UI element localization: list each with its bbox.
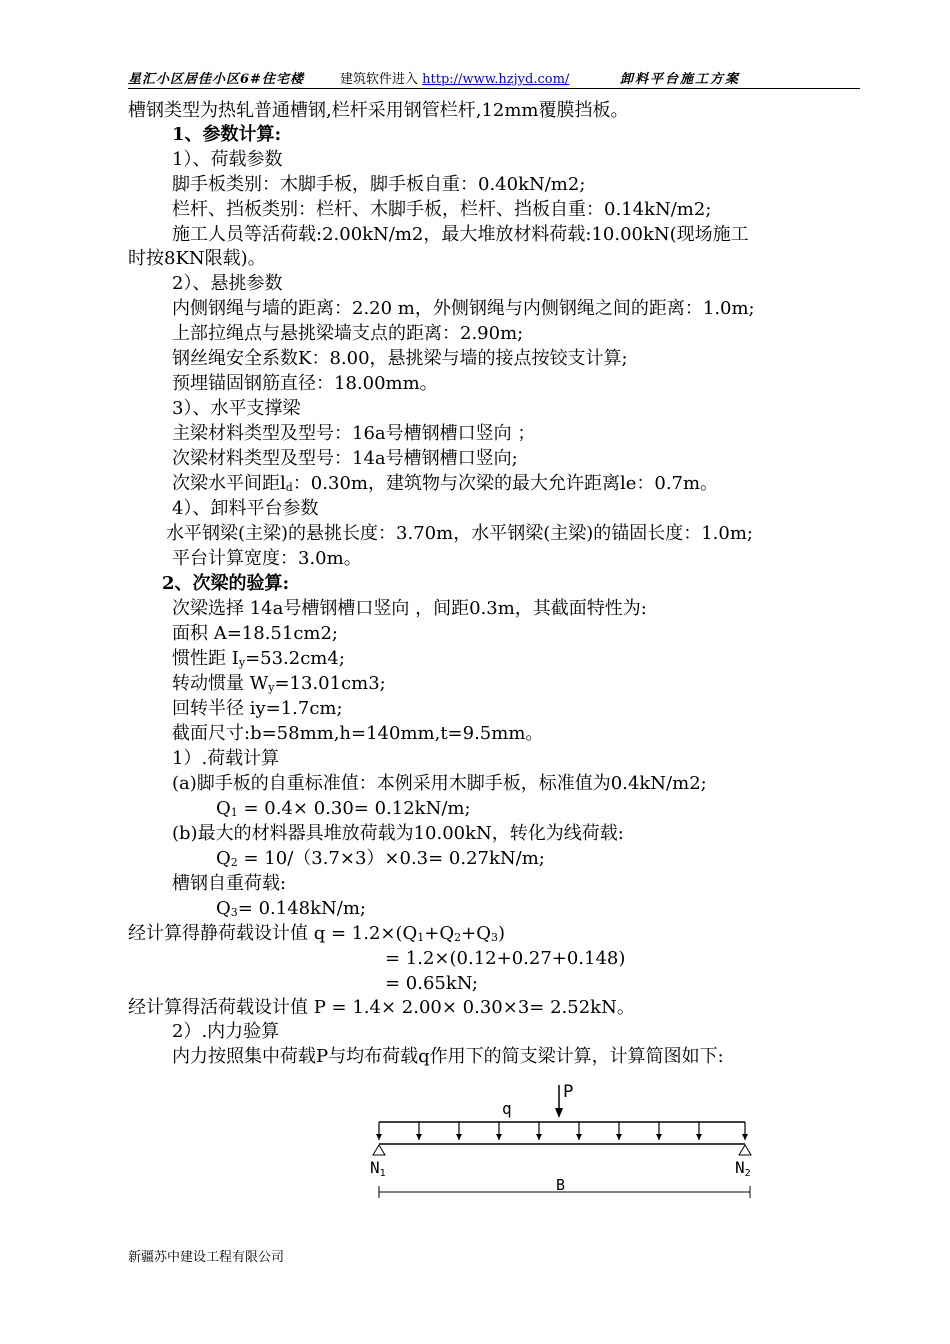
text-line: 预埋锚固钢筋直径：18.00mm。 <box>172 373 438 394</box>
subsection-heading: 1）、荷载参数 <box>172 149 283 170</box>
text-line: 钢丝绳安全系数K：8.00，悬挑梁与墙的接点按铰支计算; <box>172 348 628 369</box>
n2-label: N2 <box>735 1158 751 1179</box>
subscript: y <box>268 681 275 694</box>
text-fragment: Q <box>216 848 231 869</box>
page-footer: 新疆苏中建设工程有限公司 <box>128 1250 285 1265</box>
subscript: 1 <box>230 806 238 819</box>
text-line: 主梁材料类型及型号：16a号槽钢槽口竖向 ； <box>172 423 536 444</box>
text-fragment: +Q <box>461 923 491 944</box>
text-line: 时按8KN限载)。 <box>128 248 266 269</box>
b-label: B <box>556 1176 566 1194</box>
text-fragment: +Q <box>424 923 455 944</box>
text-fragment: ) <box>497 923 505 944</box>
text-line <box>172 647 345 671</box>
text-line: (b)最大的材料器具堆放荷载为10.00kN，转化为线荷载: <box>172 823 624 844</box>
formula-line: = 0.65kN; <box>385 973 478 994</box>
page-header <box>128 66 860 89</box>
subscript: 2 <box>230 856 238 869</box>
section-heading: 2、次梁的验算: <box>162 573 290 594</box>
formula-line <box>216 797 471 821</box>
text-line: 次梁选择 14a号槽钢槽口竖向 ，间距0.3m，其截面特性为: <box>172 598 647 619</box>
n1-label: N1 <box>370 1158 386 1179</box>
text-line: 截面尺寸:b=58mm,h=140mm,t=9.5mm。 <box>172 723 544 744</box>
subscript: y <box>238 656 246 669</box>
text-line: 施工人员等活荷载:2.00kN/m2，最大堆放材料荷载:10.00kN(现场施工 <box>172 224 749 245</box>
text-line: 回转半径 iy=1.7cm; <box>172 698 343 719</box>
header-link[interactable]: http://www.hzjyd.com/ <box>422 72 570 87</box>
text-fragment: = 0.4× 0.30= 0.12kN/m; <box>237 798 471 819</box>
subsection-heading: 1）.荷载计算 <box>172 748 280 769</box>
text-line: 槽钢类型为热轧普通槽钢,栏杆采用钢管栏杆,12mm覆膜挡板。 <box>128 100 629 121</box>
text-line: 水平钢梁(主梁)的悬挑长度：3.70m，水平钢梁(主梁)的锚固长度：1.0m; <box>166 523 753 544</box>
text-fragment: Q <box>216 898 231 919</box>
header-doc-title: 卸料平台施工方案 <box>620 72 741 87</box>
text-fragment: =13.01cm3; <box>274 673 386 694</box>
text-fragment: ：0.30m，建筑物与次梁的最大允许距离le：0.7m。 <box>292 473 719 494</box>
text-fragment: 次梁水平间距l <box>172 473 286 494</box>
formula-line <box>128 922 505 946</box>
p-label: P <box>563 1082 574 1102</box>
text-line: 脚手板类别：木脚手板，脚手板自重：0.40kN/m2; <box>172 174 586 195</box>
text-line: 上部拉绳点与悬挑梁墙支点的距离：2.90m; <box>172 323 524 344</box>
text-line <box>172 472 718 496</box>
header-software <box>340 68 569 87</box>
header-project: 星汇小区居佳小区6#住宅楼 <box>128 72 304 87</box>
point-load-arrowhead <box>555 1108 563 1118</box>
support-n2-icon <box>739 1145 751 1155</box>
section-heading: 1、参数计算: <box>172 124 282 145</box>
formula-line: = 1.2×(0.12+0.27+0.148) <box>385 948 626 969</box>
text-line <box>172 672 386 696</box>
text-line: 内侧钢绳与墙的距离：2.20 m，外侧钢绳与内侧钢绳之间的距离：1.0m; <box>172 298 755 319</box>
distributed-load-arrows <box>376 1122 748 1140</box>
text-line: 次梁材料类型及型号：14a号槽钢槽口竖向; <box>172 448 518 469</box>
text-fragment: = 10/（3.7×3）×0.3= 0.27kN/m; <box>237 848 545 869</box>
subscript: d <box>285 481 293 494</box>
text-fragment: 惯性距 I <box>172 648 239 669</box>
subsection-heading: 2）.内力验算 <box>172 1021 280 1042</box>
subscript: 1 <box>417 931 425 944</box>
formula-line <box>216 897 366 921</box>
subsection-heading: 3）、水平支撑梁 <box>172 398 301 419</box>
subscript: 2 <box>454 931 462 944</box>
text-fragment: 经计算得静荷载设计值 q = 1.2×(Q <box>128 923 418 944</box>
beam-diagram <box>360 1080 760 1200</box>
text-fragment: =53.2cm4; <box>245 648 345 669</box>
formula-line: 经计算得活荷载设计值 P = 1.4× 2.00× 0.30×3= 2.52kN。 <box>128 997 635 1018</box>
text-fragment: Q <box>216 798 231 819</box>
formula-line <box>216 847 545 871</box>
text-line: 内力按照集中荷载P与均布荷载q作用下的简支梁计算，计算简图如下: <box>172 1046 724 1067</box>
text-fragment: 转动惯量 W <box>172 673 269 694</box>
subsection-heading: 2）、悬挑参数 <box>172 273 283 294</box>
subsection-heading: 4）、卸料平台参数 <box>172 498 319 519</box>
text-line: (a)脚手板的自重标准值：本例采用木脚手板，标准值为0.4kN/m2; <box>172 773 707 794</box>
text-line: 平台计算宽度：3.0m。 <box>172 548 362 569</box>
header-software-text: 建筑软件进入 <box>340 72 419 87</box>
text-line: 槽钢自重荷载: <box>172 873 287 894</box>
text-line: 栏杆、挡板类别：栏杆、木脚手板，栏杆、挡板自重：0.14kN/m2; <box>172 199 712 220</box>
text-line: 面积 A=18.51cm2; <box>172 623 338 644</box>
support-n1-icon <box>373 1145 385 1155</box>
text-fragment: = 0.148kN/m; <box>237 898 366 919</box>
subscript: 3 <box>230 906 238 919</box>
q-label: q <box>502 1099 512 1118</box>
subscript: 3 <box>490 931 498 944</box>
